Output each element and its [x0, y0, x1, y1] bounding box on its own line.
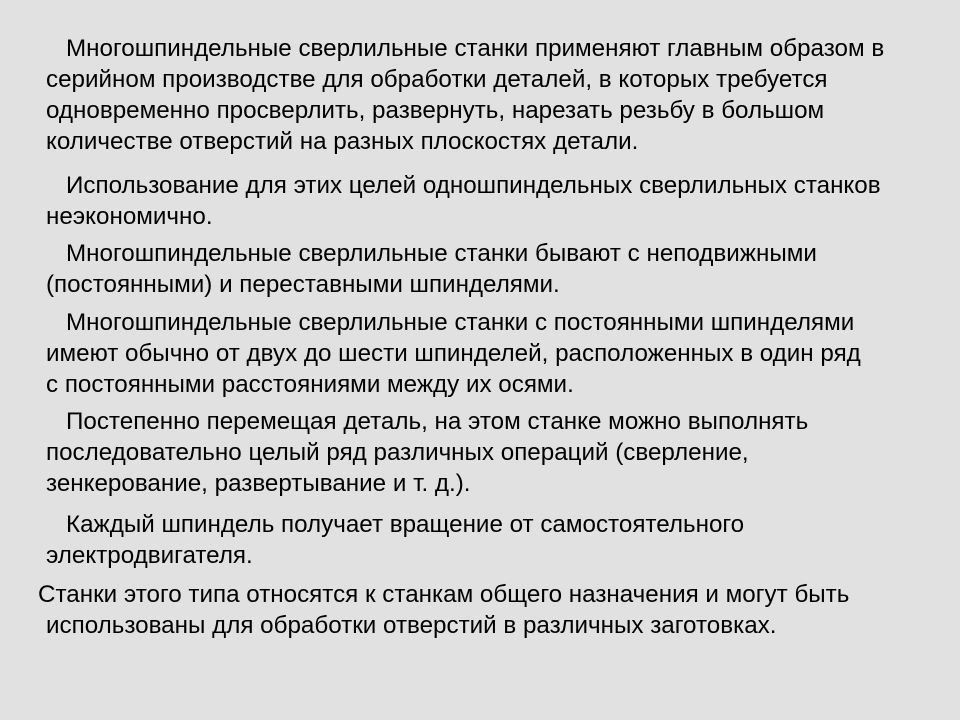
paragraph-line: имеют обычно от двух до шести шпинделей, расположенных в один ряд	[46, 340, 861, 367]
paragraph-line: неэкономично.	[46, 203, 213, 230]
paragraph-line: Многошпиндельные сверлильные станки с постоянными шпинделями	[66, 309, 855, 336]
paragraph-line: (постоянными) и переставными шпинделями.	[46, 271, 560, 298]
paragraph-line: Многошпиндельные сверлильные станки применяют главным образом в	[66, 35, 885, 62]
paragraph-3	[46, 238, 946, 300]
paragraph-line: количестве отверстий на разных плоскостях детали.	[46, 128, 639, 155]
paragraph-6	[46, 509, 946, 571]
paragraph-line: Многошпиндельные сверлильные станки бывают с неподвижными	[66, 240, 817, 267]
paragraph-line: Станки этого типа относятся к станкам общего назначения и могут быть	[38, 581, 850, 608]
paragraph-line: зенкерование, развертывание и т. д.).	[46, 470, 471, 497]
paragraph-line: электродвигателя.	[46, 542, 253, 569]
paragraph-2	[46, 170, 946, 232]
paragraph-1	[46, 33, 946, 157]
paragraph-line: использованы для обработки отверстий в различных заготовках.	[46, 612, 777, 639]
paragraph-line: Каждый шпиндель получает вращение от самостоятельного	[66, 511, 745, 538]
paragraph-line: последовательно целый ряд различных операций (сверление,	[46, 439, 749, 466]
paragraph-4	[46, 307, 946, 400]
paragraph-5	[46, 406, 946, 499]
paragraph-line: серийном производстве для обработки деталей, в которых требуется	[46, 66, 828, 93]
paragraph-line: Использование для этих целей одношпиндельных сверлильных станков	[66, 172, 881, 199]
paragraph-line: с постоянными расстояниями между их осями.	[46, 371, 574, 398]
paragraph-line: одновременно просверлить, развернуть, нарезать резьбу в большом	[46, 97, 825, 124]
paragraph-7	[38, 579, 946, 641]
paragraph-line: Постепенно перемещая деталь, на этом станке можно выполнять	[66, 408, 809, 435]
